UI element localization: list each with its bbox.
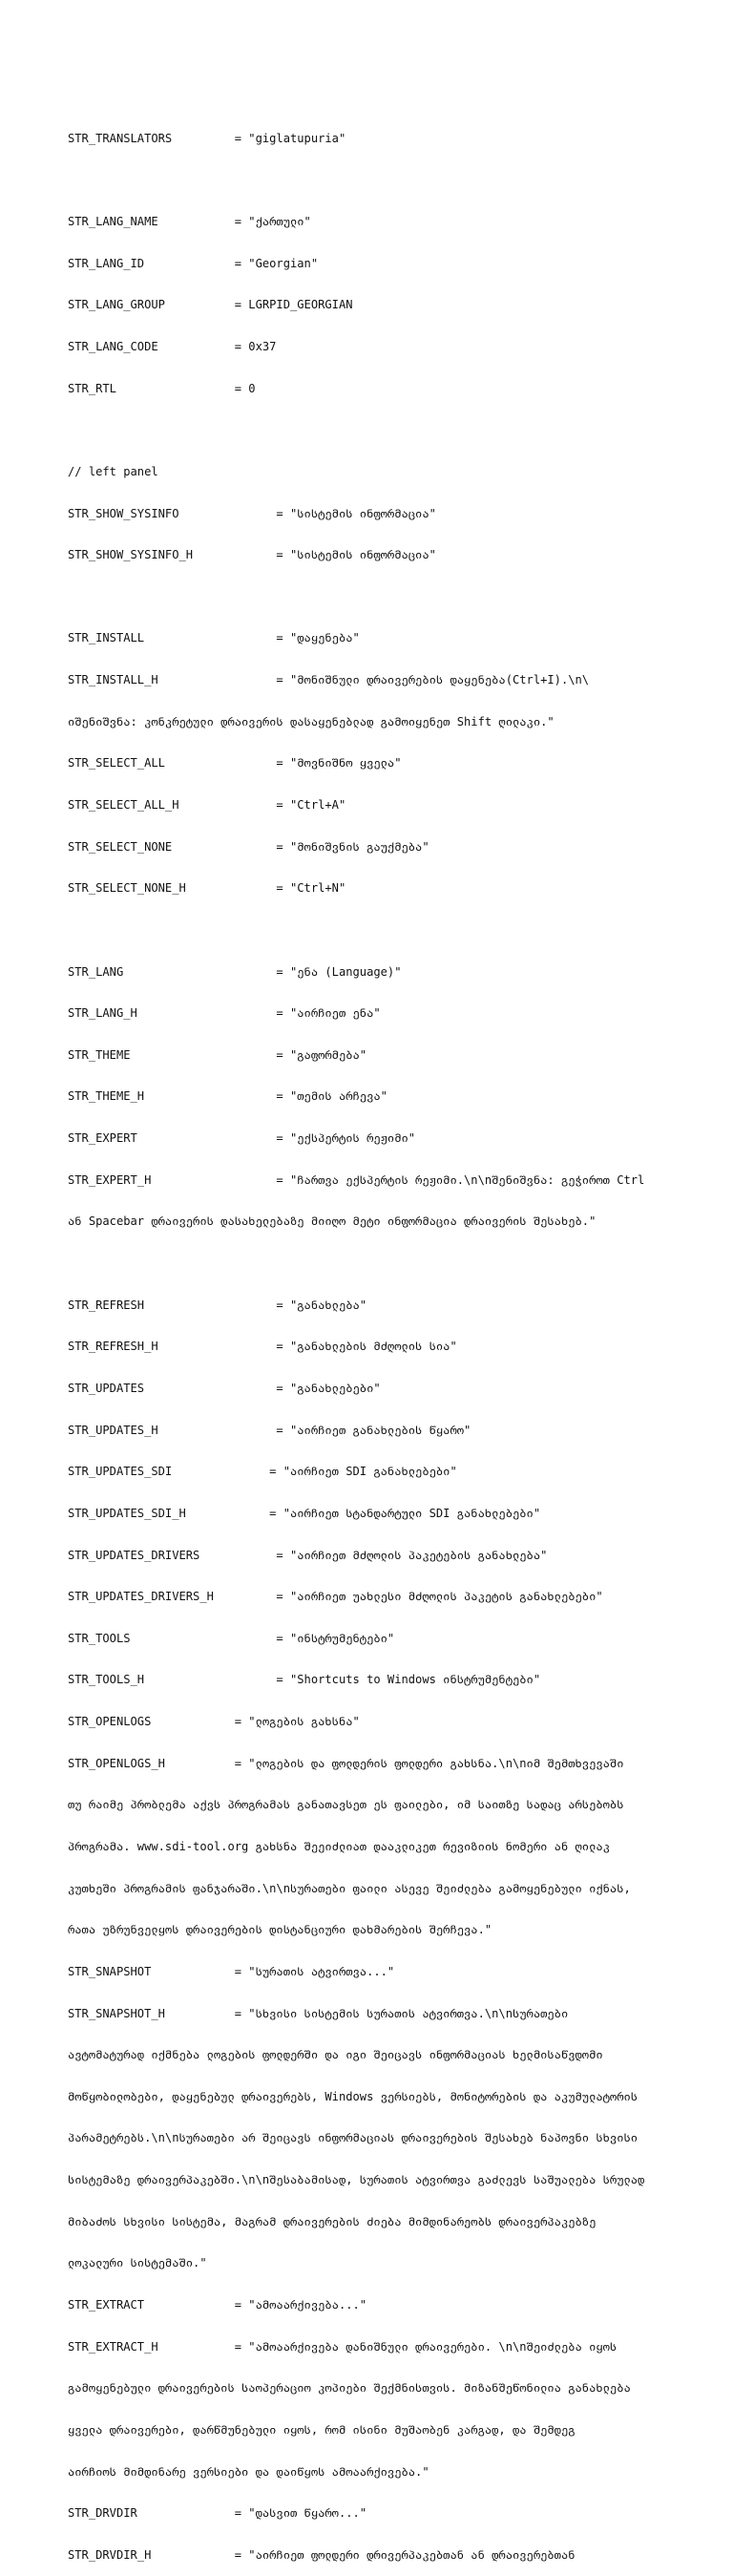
text-line: STR_LANG_GROUP = LGRPID_GEORGIAN [68, 298, 353, 312]
text-line: სისტემაზე დრაივერპაკებში.\n\nშესაბამისად, სურათის ატვირთვა გაძლევს საშუალება სრულად [68, 2173, 645, 2187]
text-line: // left panel [68, 464, 158, 478]
text-line: STR_LANG_NAME = "ქართული" [68, 215, 311, 229]
text-line [68, 173, 726, 187]
text-line: STR_LANG = "ენა (Language)" [68, 964, 402, 979]
text-line: STR_EXPERT = "ექსპერტის რეჟიმი" [68, 1131, 416, 1146]
text-line [68, 590, 726, 604]
text-line: STR_TOOLS = "ინსტრუმენტები" [68, 1631, 395, 1645]
text-line: STR_INSTALL = "დაყენება" [68, 631, 360, 645]
text-line [68, 90, 726, 104]
text-line: STR_TOOLS_H = "Shortcuts to Windows ინსტრუმენტები" [68, 1673, 541, 1687]
text-line: STR_EXTRACT_H = "ამოაარქივება დანიშნული დრაივერები. \n\nშეიძლება იყოს [68, 2339, 618, 2354]
text-line: STR_REFRESH = "განახლება" [68, 1298, 367, 1312]
text-line: პროგრამა. www.sdi-tool.org გახსნა შეეიძლიათ დააკლიკეთ რევიზიის ნომერი ან ღილაკ [68, 1840, 610, 1853]
text-line: კუთხეში პროგრამის ფანჯარაში.\n\nსურათები ფაილი ასევე შეიძლება გამოყენებული იქნას, [68, 1881, 631, 1895]
text-line: STR_SELECT_NONE_H = "Ctrl+N" [68, 881, 346, 896]
text-line: მოწყობილობები, დაყენებულ დრაივერებს, Windows ვერსიებს, მონიტორების და აკუმულატორის [68, 2089, 639, 2103]
text-line: ან Spacebar დრაივერის დასახელებაზე მიიღო მეტი ინფორმაცია დრაივერის შესახებ." [68, 1214, 597, 1229]
text-line: ყველა დრაივერები, დარწმუნებული იყოს, რომ ისინი მუშაობენ კარგად, და შემდეგ [68, 2422, 576, 2437]
text-line: STR_LANG_H = "აირჩიეთ ენა" [68, 1006, 381, 1021]
text-line: STR_UPDATES_DRIVERS_H = "აირჩიეთ უახლესი მძღოლის პაკეტის განახლებები" [68, 1590, 603, 1604]
text-line: STR_SELECT_ALL_H = "Ctrl+A" [68, 797, 346, 812]
text-line [68, 1256, 726, 1271]
text-line: STR_SELECT_ALL = "მოვნიშნო ყველა" [68, 756, 402, 771]
text-line: STR_TRANSLATORS = "giglatupuria" [68, 131, 346, 145]
text-line: STR_SHOW_SYSINFO = "სისტემის ინფორმაცია" [68, 506, 436, 520]
text-line: STR_SNAPSHOT = "სურათის ატვირთვა..." [68, 1964, 395, 1978]
text-line: STR_THEME_H = "თემის არჩევა" [68, 1089, 387, 1104]
text-line: გამოყენებული დრაივერების საოპერაციო კოპიები შექმნისთვის. მიზანშეწონილია განახლება [68, 2381, 631, 2396]
text-line: STR_DRVDIR = "დასვით წყარო..." [68, 2506, 367, 2521]
text-line: იშენიშვნა: კონკრეტული დრაივერის დასაყენებლად გამოიყენეთ Shift ღილაკი." [68, 714, 555, 728]
text-line: STR_OPENLOGS_H = "ლოგების და ფოლდერის ფოლდერი გახსნა.\n\nიმ შემთხვევაში [68, 1756, 624, 1770]
text-line: პარამეტრებს.\n\nსურათები არ შეიცავს ინფორმაციას დრაივერების შესახებ ნაპოვნი სხვისი [68, 2131, 639, 2145]
text-line: STR_INSTALL_H = "მონიშნული დრაივერების დაყენება(Ctrl+I).\n\ [68, 673, 590, 687]
text-line: მიბაძოს სხვისი სისტემა, მაგრამ დრაივერების ძიება მიმდინარეობს დრაივერპაკებზე [68, 2214, 597, 2228]
text-line: STR_RTL = 0 [68, 381, 256, 395]
text-line: თუ რაიმე პრობლემა აქვს პროგრამას განათავსეთ ეს ფაილები, იმ საითზე სადაც არსებობს [68, 1798, 624, 1812]
text-line [68, 923, 726, 938]
text-line: STR_DRVDIR_H = "აირჩიეთ ფოლდერი დრივერპაკებთან ან დრაივერებთან [68, 2547, 576, 2562]
text-line: STR_UPDATES_DRIVERS = "აირჩიეთ მძღოლის პაკეტების განახლება" [68, 1548, 548, 1562]
text-line: ლოკალური სისტემაში." [68, 2256, 207, 2270]
text-line: STR_OPENLOGS = "ლოგების გახსნა" [68, 1715, 360, 1729]
text-line: STR_SELECT_NONE = "მონიშვნის გაუქმება" [68, 839, 429, 854]
text-line: STR_UPDATES_SDI = "აირჩიეთ SDI განახლებები" [68, 1465, 457, 1479]
text-line: STR_SNAPSHOT_H = "სხვისი სისტემის სურათის ატვირთვა.\n\nსურათები [68, 2006, 569, 2020]
text-line: STR_EXTRACT = "ამოაარქივება..." [68, 2298, 367, 2312]
text-line: STR_REFRESH_H = "განახლების მძღოლის სია" [68, 1340, 457, 1354]
text-line [68, 423, 726, 437]
text-line: აირჩიოს მიმდინარე ვერსიები და დაიწყოს ამოაარქივება." [68, 2464, 429, 2479]
text-line: STR_LANG_ID = "Georgian" [68, 256, 319, 270]
text-line: STR_UPDATES_SDI_H = "აირჩიეთ სტანდარტული SDI განახლებები" [68, 1506, 541, 1520]
text-line: STR_EXPERT_H = "ჩართვა ექსპერტის რეჟიმი.\n\nშენიშვნა: გეჭიროთ Ctrl [68, 1172, 645, 1187]
text-line: STR_LANG_CODE = 0x37 [68, 339, 277, 353]
text-line: ავტომატურად იქმნება ლოგების ფოლდერში და იგი შეიცავს ინფორმაციას ხელმისაწვდომი [68, 2048, 603, 2062]
text-line: STR_THEME = "გაფორმება" [68, 1047, 367, 1062]
text-line: STR_UPDATES_H = "აირჩიეთ განახლების წყარო" [68, 1423, 471, 1437]
text-line: STR_SHOW_SYSINFO_H = "სისტემის ინფორმაცია" [68, 548, 436, 562]
text-line: STR_UPDATES = "განახლებები" [68, 1381, 381, 1395]
text-line: რათა უზრუნველყოს დრაივერების დისტანციური დახმარების შერჩევა." [68, 1923, 492, 1937]
source-text-document [68, 62, 726, 2576]
